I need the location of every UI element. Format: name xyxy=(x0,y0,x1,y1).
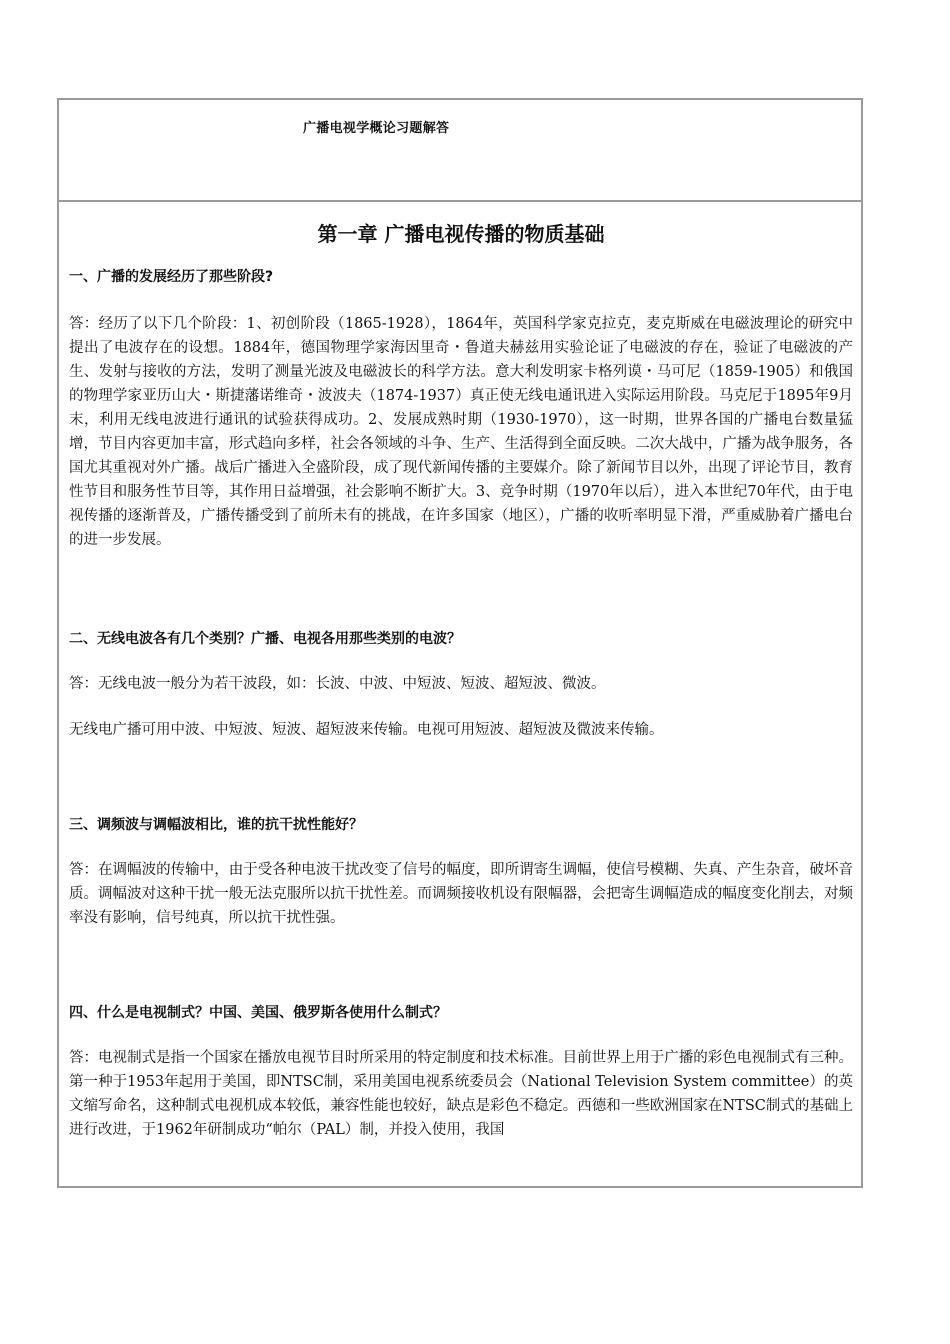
chapter-title: 第一章 广播电视传播的物质基础 xyxy=(317,222,605,246)
document-body xyxy=(59,204,861,1142)
question-1: 一、广播的发展经历了那些阶段? xyxy=(69,269,274,285)
question-4: 四、什么是电视制式？中国、美国、俄罗斯各使用什么制式？ xyxy=(69,1005,447,1021)
document-title: 广播电视学概论习题解答 xyxy=(303,121,450,136)
question-3: 三、调频波与调幅波相比，谁的抗干扰性能好？ xyxy=(69,817,363,833)
answer-2-paragraph-1: 答：无线电波一般分为若干波段，如：长波、中波、中短波、短波、超短波、微波。 xyxy=(69,676,606,692)
question-2: 二、无线电波各有几个类别？广播、电视各用那些类别的电波？ xyxy=(69,631,461,647)
answer-2-paragraph-2: 无线电广播可用中波、中短波、短波、超短波来传输。电视可用短波、超短波及微波来传输。 xyxy=(69,722,664,738)
answer-1: 答：经历了以下几个阶段：1、初创阶段（1865-1928），1864年，英国科学家克拉克，麦克斯威在电磁波理论的研究中提出了电波存在的设想。1884年，德国物理学家海因里奇・鲁道夫赫兹用实验论证了电磁波的存在，验证了电磁波的产生、发射与接收的方法，发明了测量光波及电磁波长的科学方法。意大利发明家卡格列谟・马可尼（1859-1905）和俄国的物理学家亚历山大・斯捷藩诺维奇・波波夫（1874-1937）真正使无线电通讯进入实际运用阶段。马克尼于1895年9月末，利用无线电波进行通讯的试验获得成功。2、发展成熟时期（1930-1970），这一时期，世界各国的广播电台数量猛增，节目内容更加丰富，形式趋向多样，社会各领域的斗争、生产、生活得到全面反映。二次大战中，广播为战争服务，各国尤其重视对外广播。战后广播进入全盛阶段，成了现代新闻传播的主要媒介。除了新闻节目以外，出现了评论节目，教育性节目和服务性节目等，其作用日益增强，社会影响不断扩大。3、竞争时期（1970年以后），进入本世纪70年代，由于电视传播的逐渐普及，广播传播受到了前所未有的挑战，在许多国家（地区），广播的收听率明显下滑，严重威胁着广播电台的进一步发展。 xyxy=(69,316,853,548)
answer-3: 答：在调幅波的传输中，由于受各种电波干扰改变了信号的幅度，即所谓寄生调幅，使信号模糊、失真、产生杂音，破坏音质。调幅波对这种干扰一般无法克服所以抗干扰性差。而调频接收机设有限幅器，会把寄生调幅造成的幅度变化削去，对频率没有影响，信号纯真，所以抗干扰性强。 xyxy=(69,862,853,926)
header-cell xyxy=(59,100,861,202)
answer-4: 答：电视制式是指一个国家在播放电视节目时所采用的特定制度和技术标准。目前世界上用于广播的彩色电视制式有三种。第一种于1953年起用于美国，即NTSC制，采用美国电视系统委员会（National Television System committee）的英文缩写命名，这种制式电视机成本较低，兼容性能也较好，缺点是彩色不稳定。西德和一些欧洲国家在NTSC制式的基础上进行改进，于1962年研制成功“帕尔（PAL）制，并投入使用，我国 xyxy=(69,1050,853,1138)
document-frame xyxy=(57,98,863,1188)
